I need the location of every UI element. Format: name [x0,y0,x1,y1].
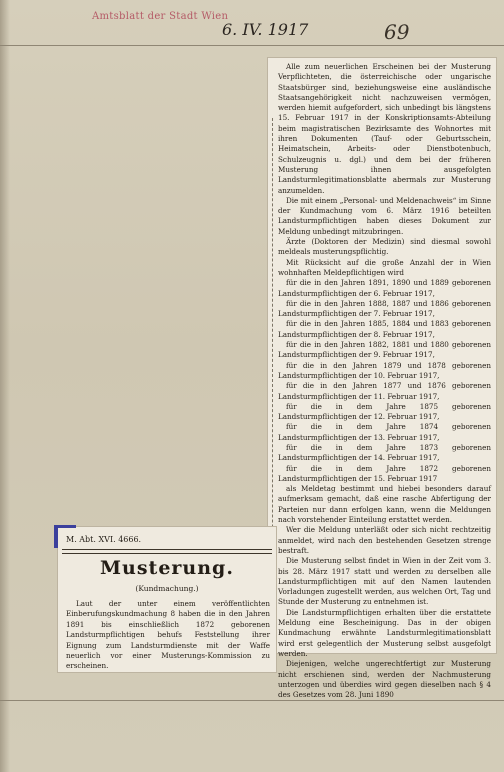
left-newspaper-clipping [58,527,276,672]
date-list-item: für die in dem Jahre 1872 geborenen Landsturmpflichtigen der 15. Februar 1917 [278,463,491,483]
date-list-item: für die in dem Jahre 1874 geborenen Landsturmpflichtigen der 13. Februar 1917, [278,422,491,442]
clipping-title: Musterung. [100,557,234,579]
paragraph: als Meldetag bestimmt und hiebei besonders darauf aufmerksam gemacht, daß eine rasche Abfertigung der Parteien nur dann erfolgen kann, wenn die Meldungen nach vorstehender Einteilung erstattet werden. [278,484,491,525]
date-list-item: für die in den Jahren 1877 und 1876 geborenen Landsturmpflichtigen der 11. Februar 1917, [278,381,491,401]
date-list-item: für die in den Jahren 1879 und 1878 geborenen Landsturmpflichtigen der 10. Februar 1917, [278,360,491,380]
sheet-edge-shadow [0,0,10,772]
date-list-item: für die in den Jahren 1891, 1890 und 1889 geborenen Landsturmpflichtigen der 6. Februar 1917, [278,278,491,298]
paragraph: Mit Rücksicht auf die große Anzahl der in Wien wohnhaften Meldepflichtigen wird [278,257,491,277]
paragraph: Die mit einem „Personal- und Meldenachweis“ im Sinne der Kundmachung vom 6. März 1916 beteilten Landsturmpflichtigen haben dieses Dokument zur Meldung unbedingt mitzubringen. [278,195,491,236]
paragraph: Die Landsturmpflichtigen erhalten über die erstattete Meldung eine Bescheinigung. Das in der obigen Kundmachung erwähnte Landsturmlegitimationsblatt wird erst gelegentlich der Musterung selbst ausgefolgt werden. [278,607,491,658]
date-list-item: für die in den Jahren 1882, 1881 und 1880 geborenen Landsturmpflichtigen der 9. Februar 1917, [278,340,491,360]
clipping-notice: Laut der unter einem veröffentlichten Einberufungskundmachung 8 haben die in den Jahren 1891 bis einschließlich 1872 geborenen Landsturmpflichtigen behufs Feststellung ihrer Eignung zum Landsturmdienste mit der Waffe neuerlich vor einer Musterungs-Kommission zu erscheinen. [66,599,270,671]
paragraph: Die Musterung selbst findet in Wien in der Zeit vom 3. bis 28. März 1917 statt und werden zu derselben alle Landsturmpflichtigen mit auf den Namen lautenden Vorladungen zugestellt werden, aus welchen Ort, Tag und Stunde der Musterung zu entnehmen ist. [278,556,491,607]
right-newspaper-clipping [268,58,496,700]
clipping-text-block [278,62,491,700]
paragraph: Diejenigen, welche ungerechtfertigt zur Musterung nicht erschienen sind, werden der Nachmusterung unterzogen und überdies wird gegen dieselben nach § 4 des Gesetzes vom 28. Juni 1890 [278,659,491,700]
date-list-item: für die in dem Jahre 1875 geborenen Landsturmpflichtigen der 12. Februar 1917, [278,401,491,422]
date-list-item: für die in den Jahren 1888, 1887 und 1886 geborenen Landsturmpflichtigen der 7. Februar 1917, [278,298,491,319]
paragraph: Alle zum neuerlichen Erscheinen bei der Musterung Verpflichteten, die österreichische oder ungarische Staatsbürger sind, beziehungsweise eine ausländische Staatsangehörigkeit nicht nachzuweisen vermögen, werden hiemit aufgefordert, sich unbedingt bis längstens 15. Februar 1917 in der Konskriptionsamts-Abteilung beim magistratischen Bezirksamte des Wohnortes mit ihren Dokumenten (Tauf- oder Geburtsschein, Heimatschein, Arbeits- oder Dienstbotenbuch, Schulzeugnis u. dgl.) und dem bei der früheren Musterung ihnen ausgefolgten Landsturmlegitimationsblatte abermals zur Musterung anzumelden. [278,62,491,195]
handwritten-date: 6. IV. 1917 [222,20,309,39]
paragraph: Wer die Meldung unterläßt oder sich nicht rechtzeitig anmeldet, wird nach den bestehenden Gesetzen strenge bestraft. [278,525,491,555]
paragraph: Ärzte (Doktoren der Medizin) sind diesmal sowohl meldeals musterungspflichtig. [278,237,491,257]
reference-number: M. Abt. XVI. 4666. [66,535,142,544]
amtsblatt-stamp: Amtsblatt der Stadt Wien [92,11,229,22]
folio-number: 69 [384,20,410,44]
top-fold-line [0,45,504,46]
double-rule [62,549,272,554]
reference-line [66,535,270,544]
date-list-item: für die in den Jahren 1885, 1884 und 1883 geborenen Landsturmpflichtigen der 8. Februar 1917, [278,319,491,339]
date-list-item: für die in dem Jahre 1873 geborenen Landsturmpflichtigen der 14. Februar 1917, [278,442,491,463]
clipping-subtitle: (Kundmachung.) [135,584,199,593]
